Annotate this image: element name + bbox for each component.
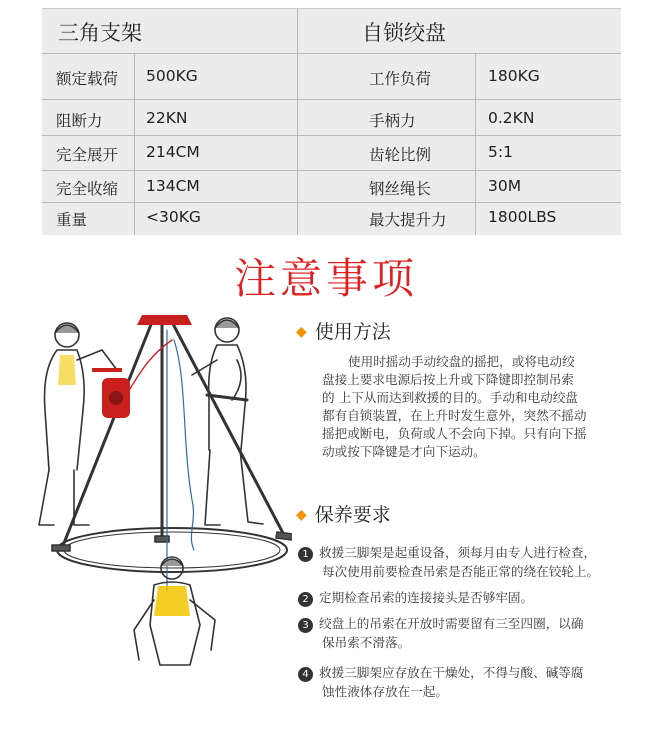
spec-value: 22KN — [146, 109, 188, 127]
spec-label: 完全收缩 — [56, 180, 119, 198]
number-badge-icon: 4 — [298, 667, 313, 682]
maintenance-item: 4 救援三脚架应存放在干燥处，不得与酸、碱等腐 蚀性液体存放在一起。 — [298, 663, 650, 701]
spec-label: 手柄力 — [369, 112, 416, 130]
usage-paragraph — [322, 353, 638, 461]
table-divider — [42, 99, 621, 100]
usage-line: 摇把或断电，负荷或人不会向下掉。只有向下摇 — [322, 426, 587, 441]
spec-value: <30KG — [146, 208, 201, 226]
table-divider — [475, 53, 476, 235]
spec-label: 阻断力 — [56, 112, 103, 130]
spec-label: 工作负荷 — [369, 70, 432, 88]
notice-title: 注意事项 — [233, 254, 418, 303]
tripod-header: 三角支架 — [58, 21, 142, 45]
spec-value: 134CM — [146, 177, 200, 195]
table-divider — [297, 9, 298, 235]
spec-value: 214CM — [146, 143, 200, 161]
spec-label: 钢丝绳长 — [369, 180, 432, 198]
table-divider — [42, 53, 621, 54]
table-divider — [42, 170, 621, 171]
spec-label: 最大提升力 — [369, 211, 447, 229]
number-badge-icon: 1 — [298, 547, 313, 562]
spec-value: 500KG — [146, 67, 198, 85]
tripod-rescue-illustration — [22, 300, 292, 710]
spec-table — [42, 8, 621, 235]
spec-value: 1800LBS — [488, 208, 557, 226]
table-divider — [42, 135, 621, 136]
maintenance-item: 3 绞盘上的吊索在开放时需要留有三至四圈，以确 保吊索不滑落。 — [298, 614, 650, 652]
spec-label: 完全展开 — [56, 146, 119, 164]
spec-label: 重量 — [56, 211, 88, 229]
usage-line: 使用时摇动手动绞盘的摇把，或将电动绞 — [348, 354, 575, 369]
number-badge-icon: 3 — [298, 618, 313, 633]
diamond-bullet-icon: ◆ — [296, 324, 307, 340]
winch-header: 自锁绞盘 — [362, 21, 446, 45]
maintenance-item: 2 定期检查吊索的连接接头是否够牢固。 — [298, 588, 650, 607]
maintenance-item: 1 救援三脚架是起重设备，须每月由专人进行检查， 每次使用前要检查吊索是否能正常的绕在铰轮上。 — [298, 543, 650, 581]
maintenance-heading: ◆ 保养要求 — [296, 504, 391, 526]
usage-line: 的 上下从而达到救援的目的。手动和电动绞盘 — [322, 390, 578, 405]
usage-heading: ◆ 使用方法 — [296, 321, 391, 343]
spec-value: 0.2KN — [488, 109, 535, 127]
spec-label: 齿轮比例 — [369, 146, 432, 164]
usage-line: 动或按下降键是才向下运动。 — [322, 444, 486, 459]
table-divider — [42, 202, 621, 203]
spec-value: 180KG — [488, 67, 540, 85]
usage-line: 都有自锁装置，在上升时发生意外，突然不摇动 — [322, 408, 587, 423]
number-badge-icon: 2 — [298, 592, 313, 607]
spec-label: 额定载荷 — [56, 70, 119, 88]
spec-value: 30M — [488, 177, 522, 195]
spec-value: 5:1 — [488, 143, 513, 161]
diamond-bullet-icon: ◆ — [296, 507, 307, 523]
usage-line: 盘接上要求电源后按上升或下降键即控制吊索 — [322, 372, 574, 387]
table-divider — [134, 53, 135, 235]
